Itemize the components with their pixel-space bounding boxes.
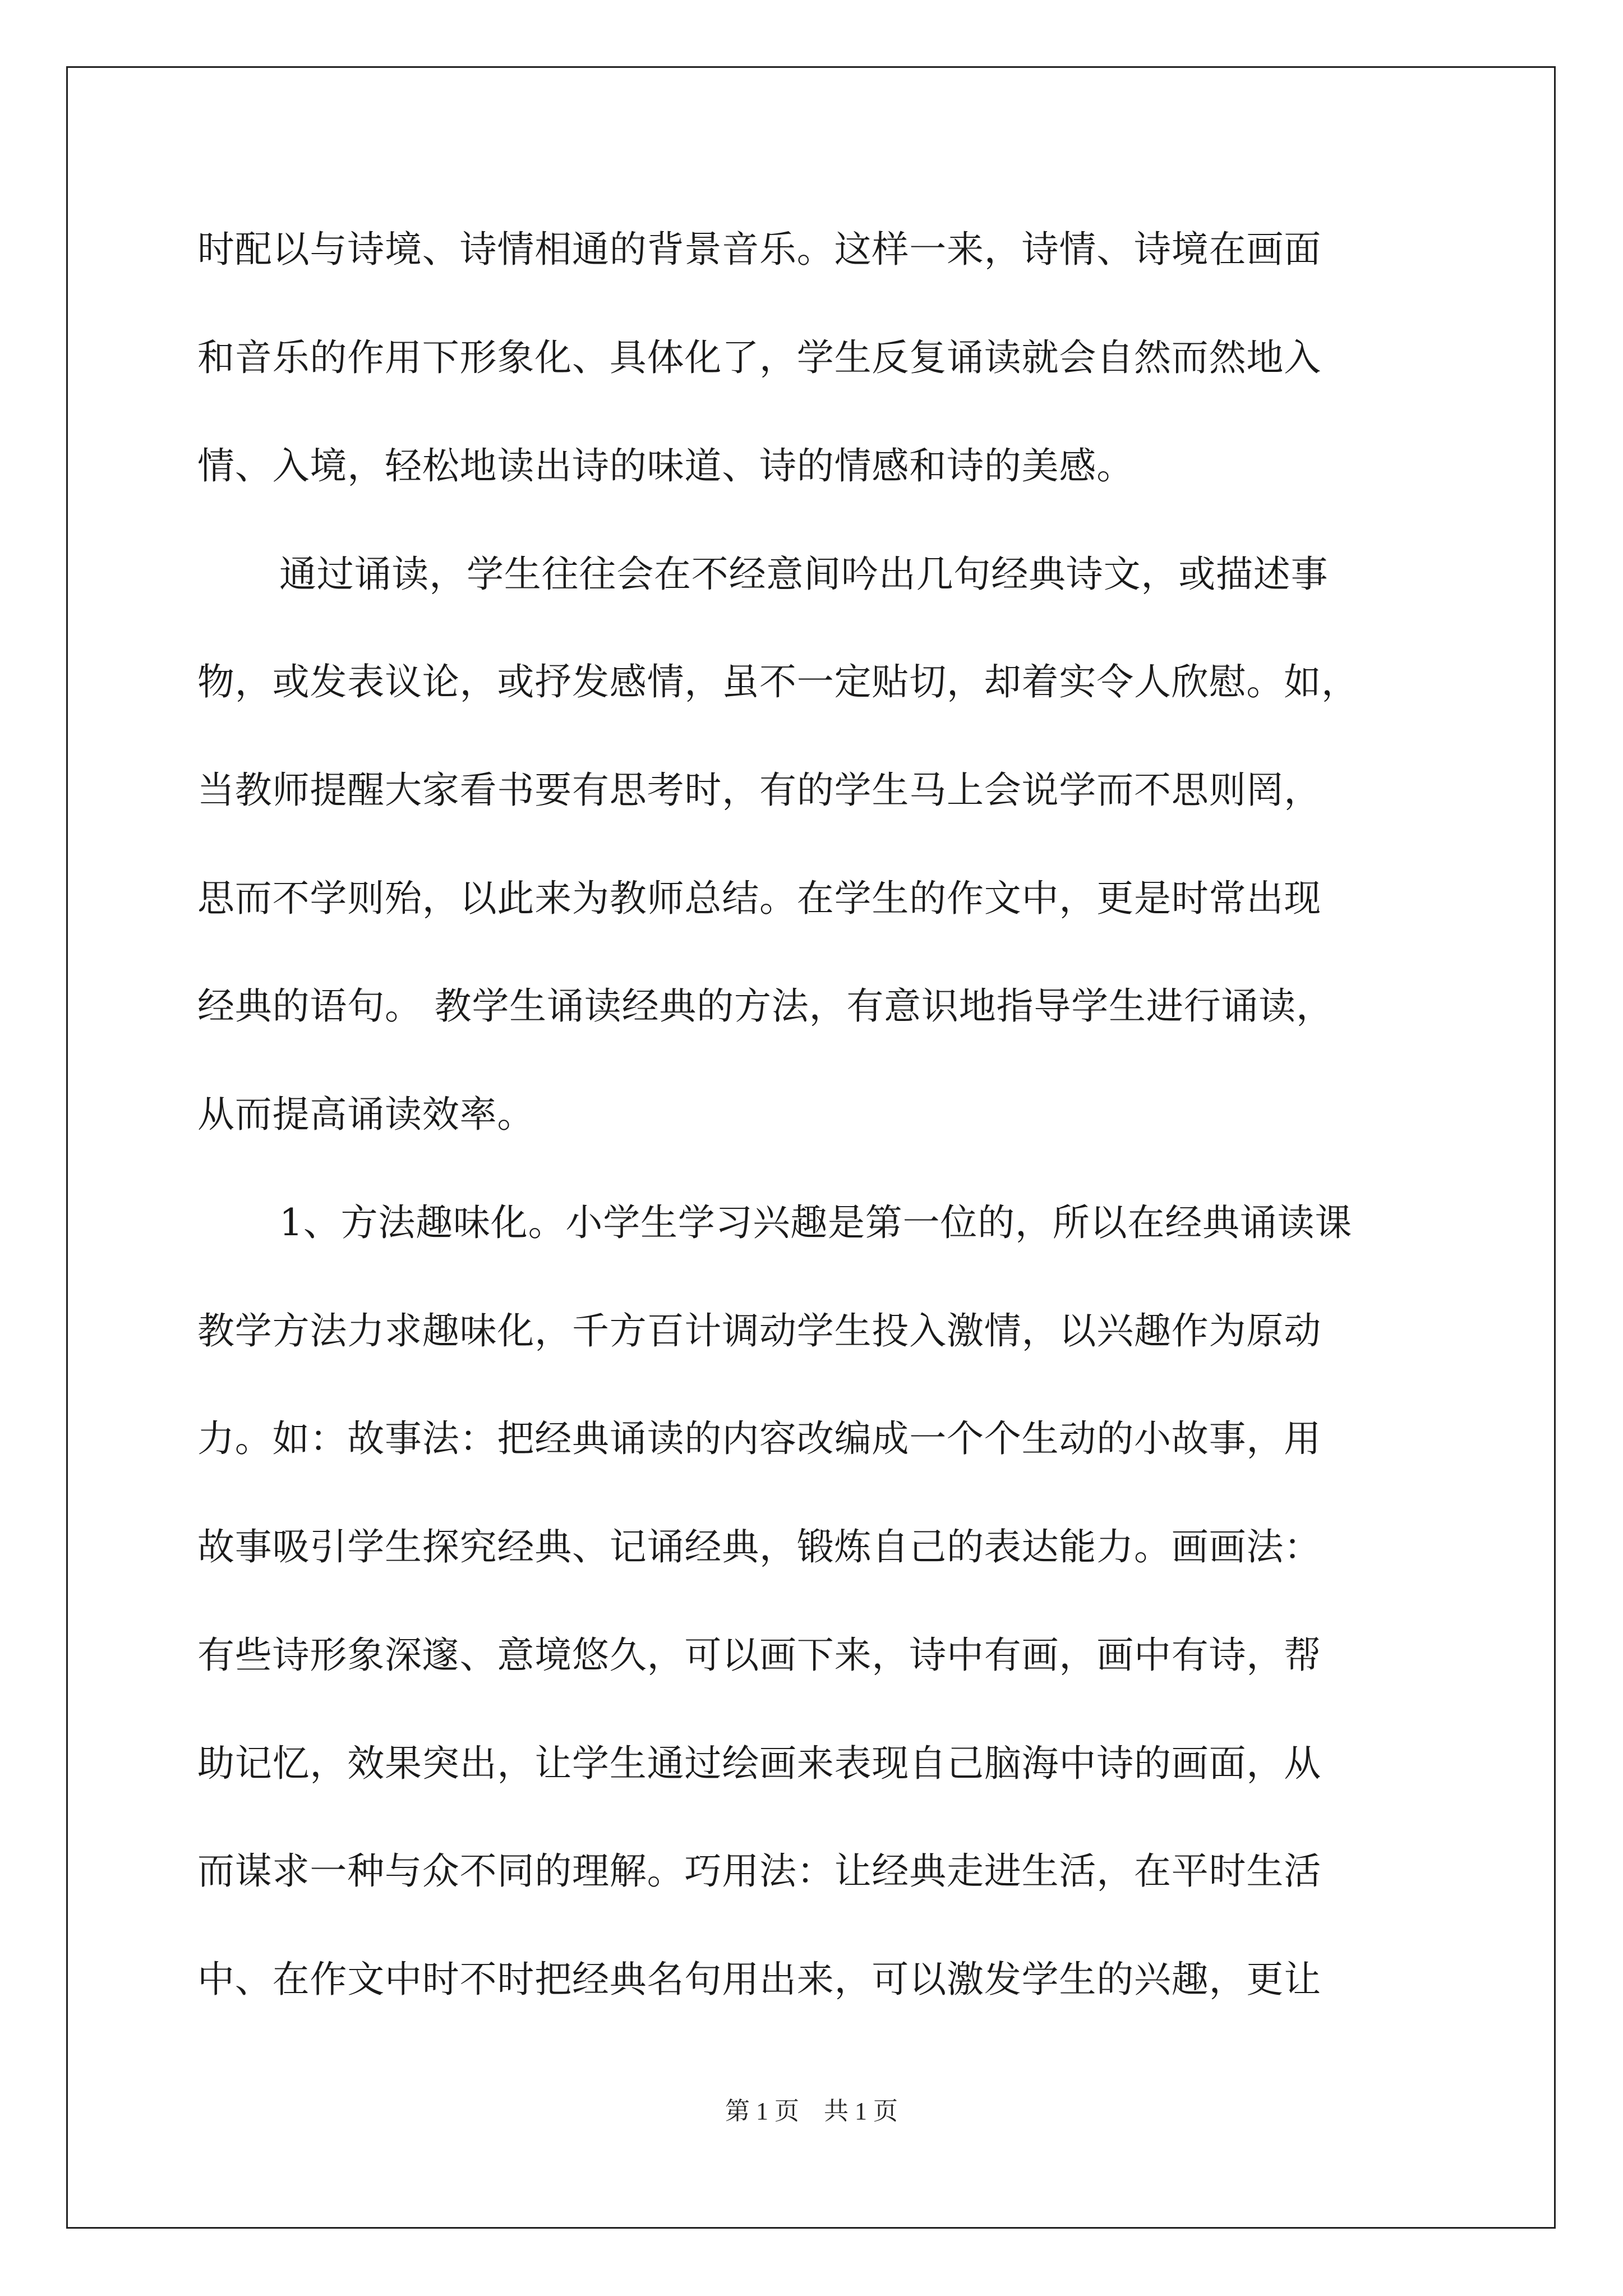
text-line-11: 教学方法力求趣味化，千方百计调动学生投入激情，以兴趣作为原动 bbox=[197, 1309, 1321, 1352]
text-line-14: 有些诗形象深邃、意境悠久，可以画下来，诗中有画，画中有诗，帮 bbox=[197, 1634, 1321, 1677]
text-line-9: 从而提高诵读效率。 bbox=[197, 1093, 535, 1136]
text-line-16: 而谋求一种与众不同的理解。巧用法：让经典走进生活，在平时生活 bbox=[197, 1849, 1321, 1893]
text-line-7: 思而不学则殆，以此来为教师总结。在学生的作文中，更是时常出现 bbox=[197, 877, 1321, 920]
text-line-3: 情、入境，轻松地读出诗的味道、诗的情感和诗的美感。 bbox=[197, 444, 1134, 487]
text-line-12: 力。如：故事法：把经典诵读的内容改编成一个个生动的小故事，用 bbox=[197, 1417, 1321, 1460]
page-border bbox=[66, 66, 1556, 2229]
text-line-17: 中、在作文中时不时把经典名句用出来，可以激发学生的兴趣，更让 bbox=[197, 1958, 1321, 2001]
text-line-10: 1、方法趣味化。小学生学习兴趣是第一位的，所以在经典诵读课 bbox=[279, 1201, 1353, 1244]
text-line-6: 当教师提醒大家看书要有思考时，有的学生马上会说学而不思则罔， bbox=[197, 769, 1321, 812]
text-line-2: 和音乐的作用下形象化、具体化了，学生反复诵读就会自然而然地入 bbox=[197, 336, 1321, 379]
text-line-5: 物，或发表议论，或抒发感情，虽不一定贴切，却着实令人欣慰。如， bbox=[197, 660, 1359, 703]
text-line-4: 通过诵读，学生往往会在不经意间吟出几句经典诗文，或描述事 bbox=[279, 553, 1329, 596]
text-line-13: 故事吸引学生探究经典、记诵经典，锻炼自己的表达能力。画画法： bbox=[197, 1525, 1321, 1568]
text-line-1: 时配以与诗境、诗情相通的背景音乐。这样一来，诗情、诗境在画面 bbox=[197, 228, 1321, 271]
text-line-8: 经典的语句。 教学生诵读经典的方法，有意识地指导学生进行诵读， bbox=[197, 984, 1334, 1028]
text-line-15: 助记忆，效果突出，让学生通过绘画来表现自己脑海中诗的画面，从 bbox=[197, 1742, 1321, 1785]
page-footer: 第 1 页 共 1 页 bbox=[725, 2097, 898, 2125]
